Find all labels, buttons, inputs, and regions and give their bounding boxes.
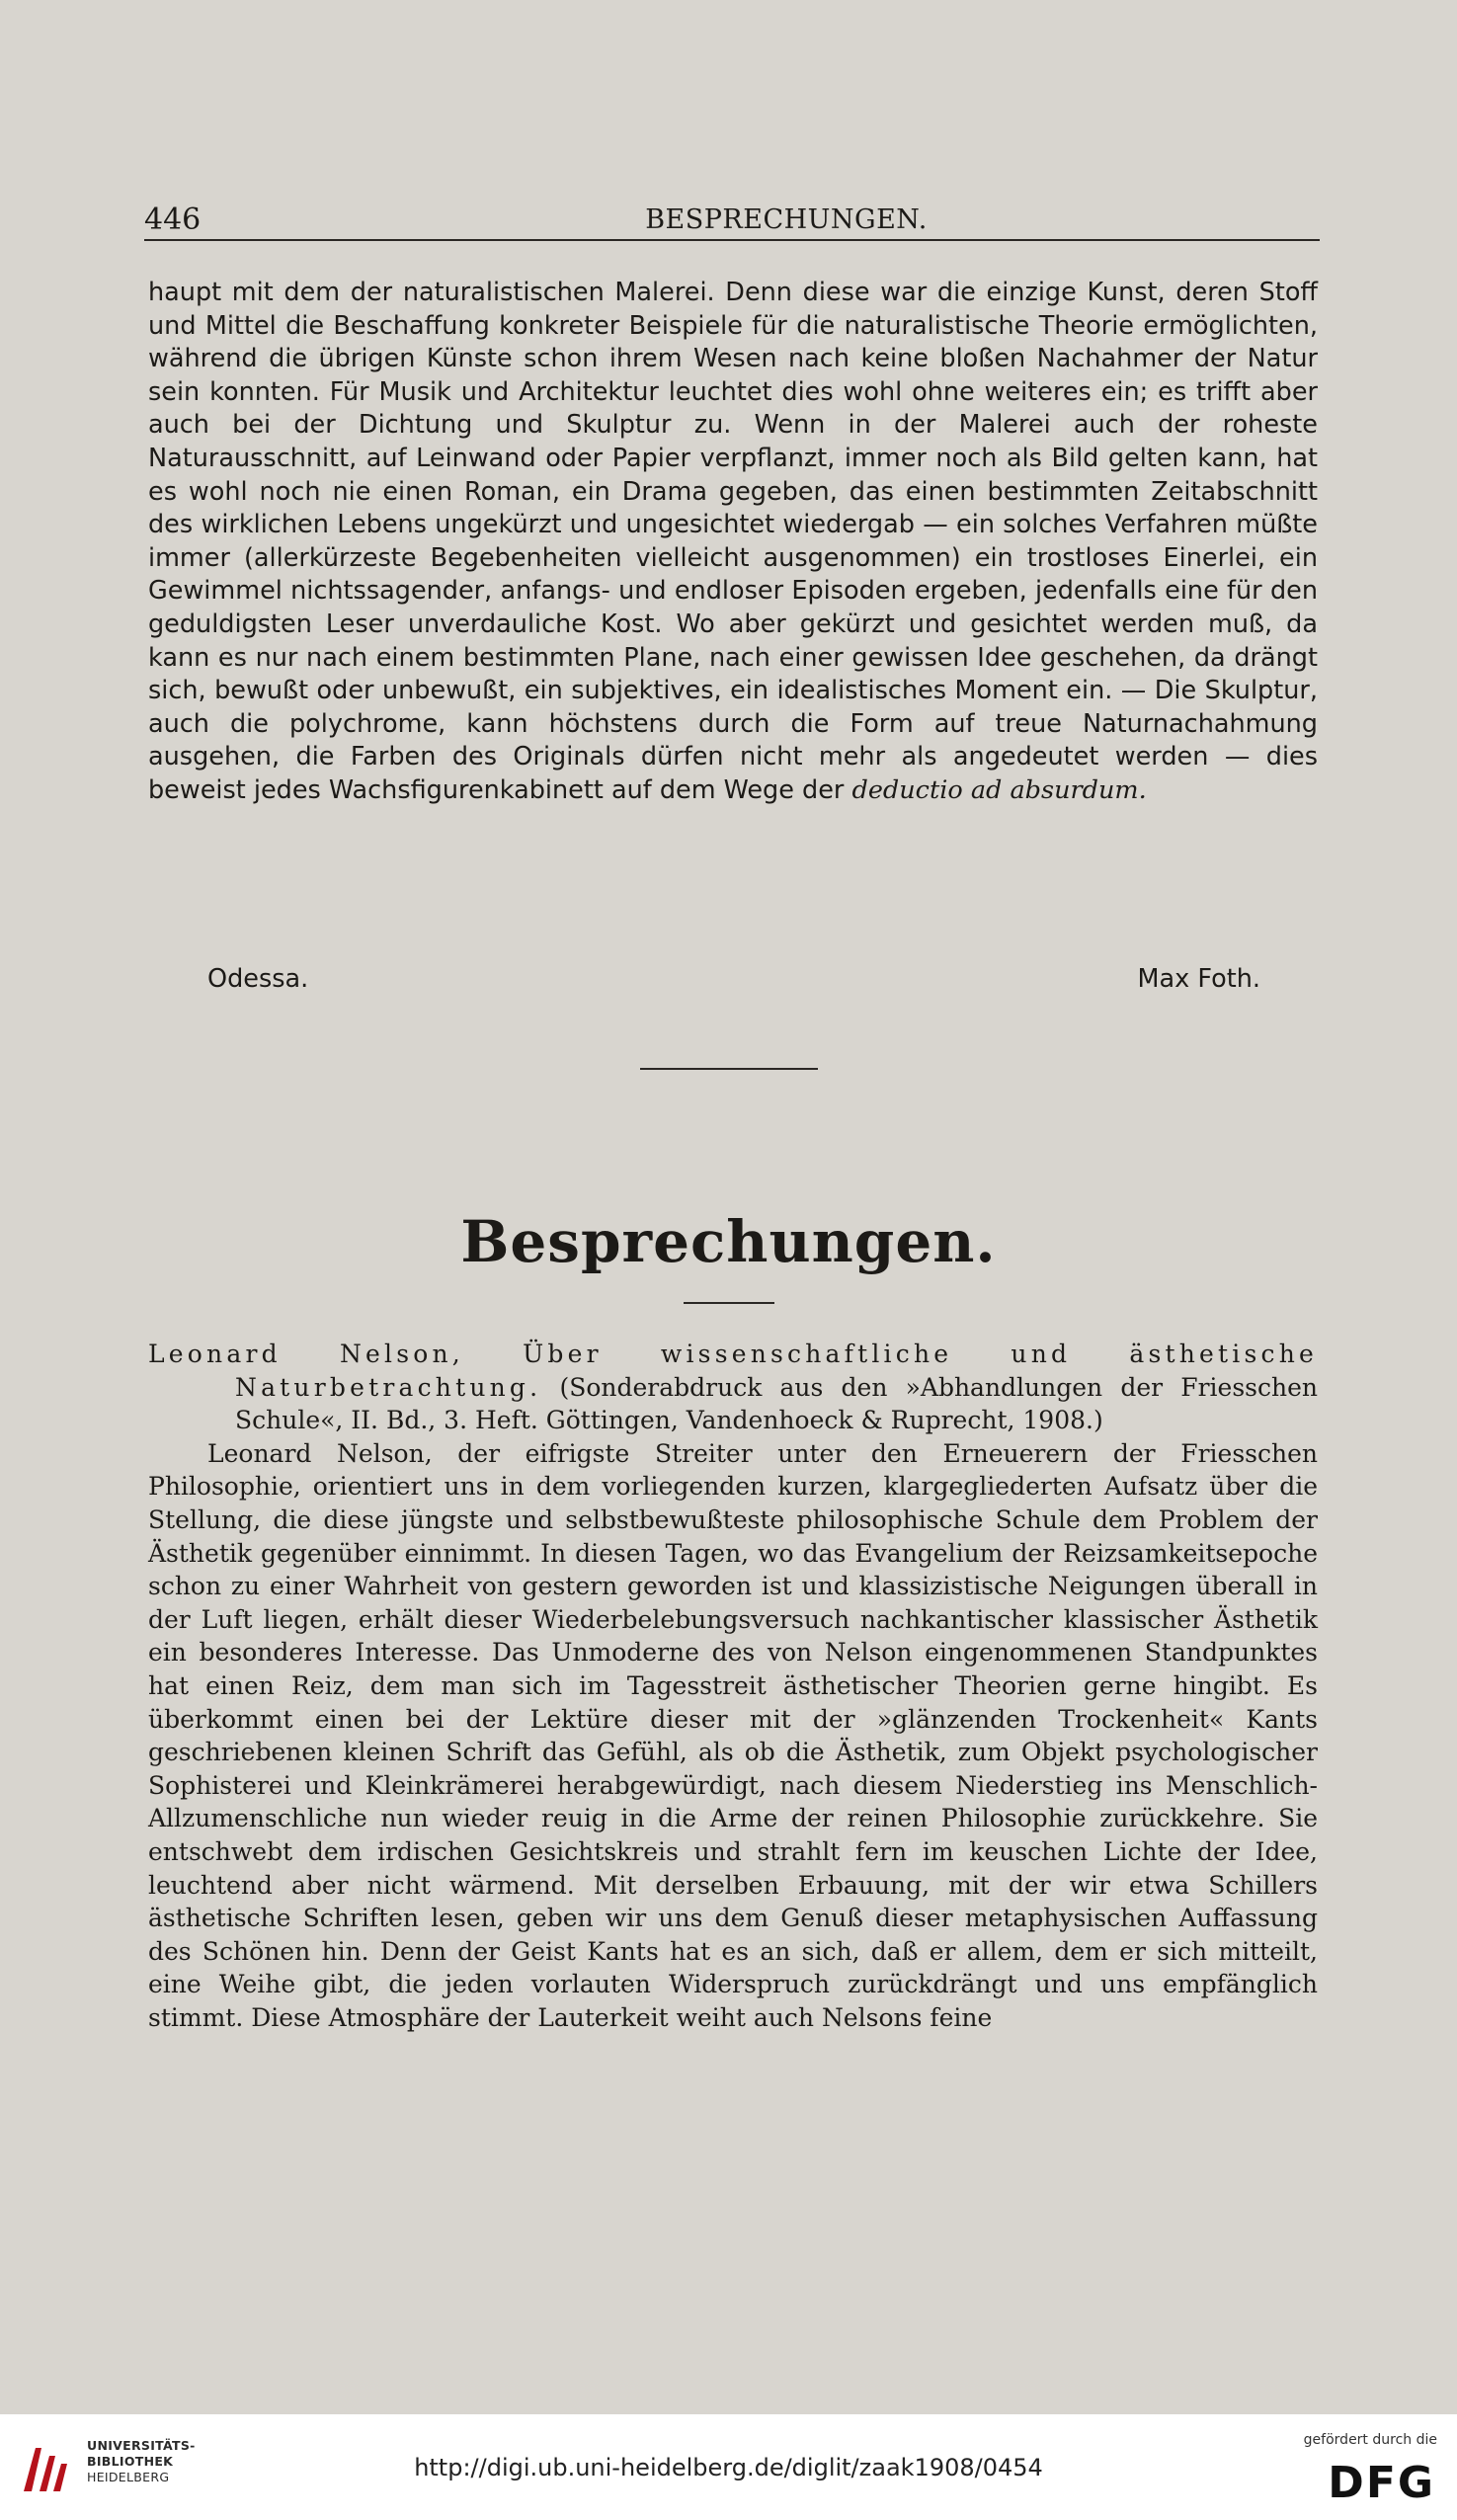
article-paragraph: haupt mit dem der naturalistischen Malerei. Denn diese war die einzige Kunst, deren Stoff und Mittel die Beschaffung konkreter Beispiele für die naturalistische Theorie ermöglichten, während die übrigen Künste schon ihrem Wesen nach keine bloßen Nachahmer der Natur sein konnten. Für Musik und Architektur leuchtet dies wohl ohne weiteres ein; es trifft aber auch bei der Dichtung und Skulptur zu. Wenn in der Malerei auch der roheste Naturausschnitt, auf Leinwand oder Papier verpflanzt, immer noch als Bild gelten kann, hat es wohl noch nie einen Roman, ein Drama gegeben, das einen bestimmten Zeitabschnitt des wirklichen Lebens ungekürzt und ungesichtet wiedergab — ein solches Verfahren müßte immer (allerkürzeste Begebenheiten vielleicht ausgenommen) ein trostloses Einerlei, ein Gewimmel nichtssagender, anfangs- und endloser Episoden ergeben, jedenfalls eine für den geduldigsten Leser unverdauliche Kost. Wo aber gekürzt und gesichtet werden muß, da kann es nur nach einem bestimmten Plane, nach einer gewissen Idee geschehen, da drängt sich, bewußt oder unbewußt, ein subjektives, ein idealistisches Moment ein. — Die Skulptur, auch die polychrome, kann höchstens durch die Form auf treue Naturnachahmung ausgehen, die Farben des Originals dürfen nicht mehr als angedeutet werden — dies beweist jedes Wachsfigurenkabinett auf dem Wege der deductio ad absurdum.	[148, 278, 1318, 805]
permalink-url[interactable]: http://digi.ub.uni-heidelberg.de/diglit/zaak1908/0454	[414, 2454, 1043, 2481]
section-divider	[640, 1068, 818, 1070]
entry-author-title: Leonard Nelson, Über wissenschaftliche und ästhetische Naturbetrachtung.	[148, 1340, 1318, 1402]
article-continuation	[148, 277, 1318, 808]
bibliographic-entry	[148, 1338, 1318, 1437]
funding-note: gefördert durch die	[1303, 2432, 1437, 2448]
closing-latin-phrase: deductio ad absurdum.	[851, 774, 1147, 805]
dfg-logo: DFG	[1328, 2458, 1435, 2508]
entry-details: (Sonderabdruck aus den »Abhandlungen der Friesschen Schule«, II. Bd., 3. Heft. Göttingen, Vandenhoeck & Ruprecht, 1908.)	[235, 1372, 1318, 1435]
heading-rule	[684, 1302, 774, 1304]
digitization-footer	[0, 2414, 1457, 2520]
review-entry	[148, 1338, 1318, 2034]
library-name: UNIVERSITÄTS- BIBLIOTHEK HEIDELBERG	[87, 2438, 196, 2484]
signature-author: Max Foth.	[1137, 964, 1260, 994]
signature-place: Odessa.	[207, 964, 309, 994]
running-head-title: BESPRECHUNGEN.	[645, 204, 928, 235]
article-signature	[207, 962, 1260, 996]
running-head	[144, 203, 1320, 241]
section-heading: Besprechungen.	[460, 1208, 997, 1275]
page-number: 446	[144, 203, 202, 237]
review-body: Leonard Nelson, der eifrigste Streiter unter den Erneuerern der Friesschen Philosophie, orientiert uns in dem vorliegenden kurzen, klargegliederten Aufsatz über die Stellung, die diese jüngste und selbstbewußteste philosophische Schule dem Problem der Ästhetik gegenüber einnimmt. In diesen Tagen, wo das Evangelium der Reizsamkeitsepoche schon zu einer Wahrheit von gestern geworden ist und klassizistische Neigungen überall in der Luft liegen, erhält dieser Wiederbelebungsversuch nachkantischer klassischer Ästhetik ein besonderes Interesse. Das Unmoderne des von Nelson eingenommenen Standpunktes hat einen Reiz, dem man sich im Tagesstreit ästhetischer Theorien gerne hingibt. Es überkommt einen bei der Lektüre dieser mit der »glänzenden Trockenheit« Kants geschriebenen kleinen Schrift das Gefühl, als ob die Ästhetik, zum Objekt psychologischer Sophisterei und Kleinkrämerei herabgewürdigt, nach diesem Niederstieg ins Menschlich-Allzumenschliche nun wieder reuig in die Arme der reinen Philosophie zurückkehre. Sie entschwebt dem irdischen Gesichtskreis und strahlt fern im keuschen Lichte der Idee, leuchtend aber nicht wärmend. Mit derselben Erbauung, mit der wir etwa Schillers ästhetische Schriften lesen, geben wir uns dem Genuß dieser metaphysischen Auffassung des Schönen hin. Denn der Geist Kants hat es an sich, daß er allem, dem er sich mitteilt, eine Weihe gibt, die jeden vorlauten Widerspruch zurückdrängt und uns empfänglich stimmt. Diese Atmosphäre der Lauterkeit weiht auch Nelsons feine	[148, 1438, 1318, 2032]
